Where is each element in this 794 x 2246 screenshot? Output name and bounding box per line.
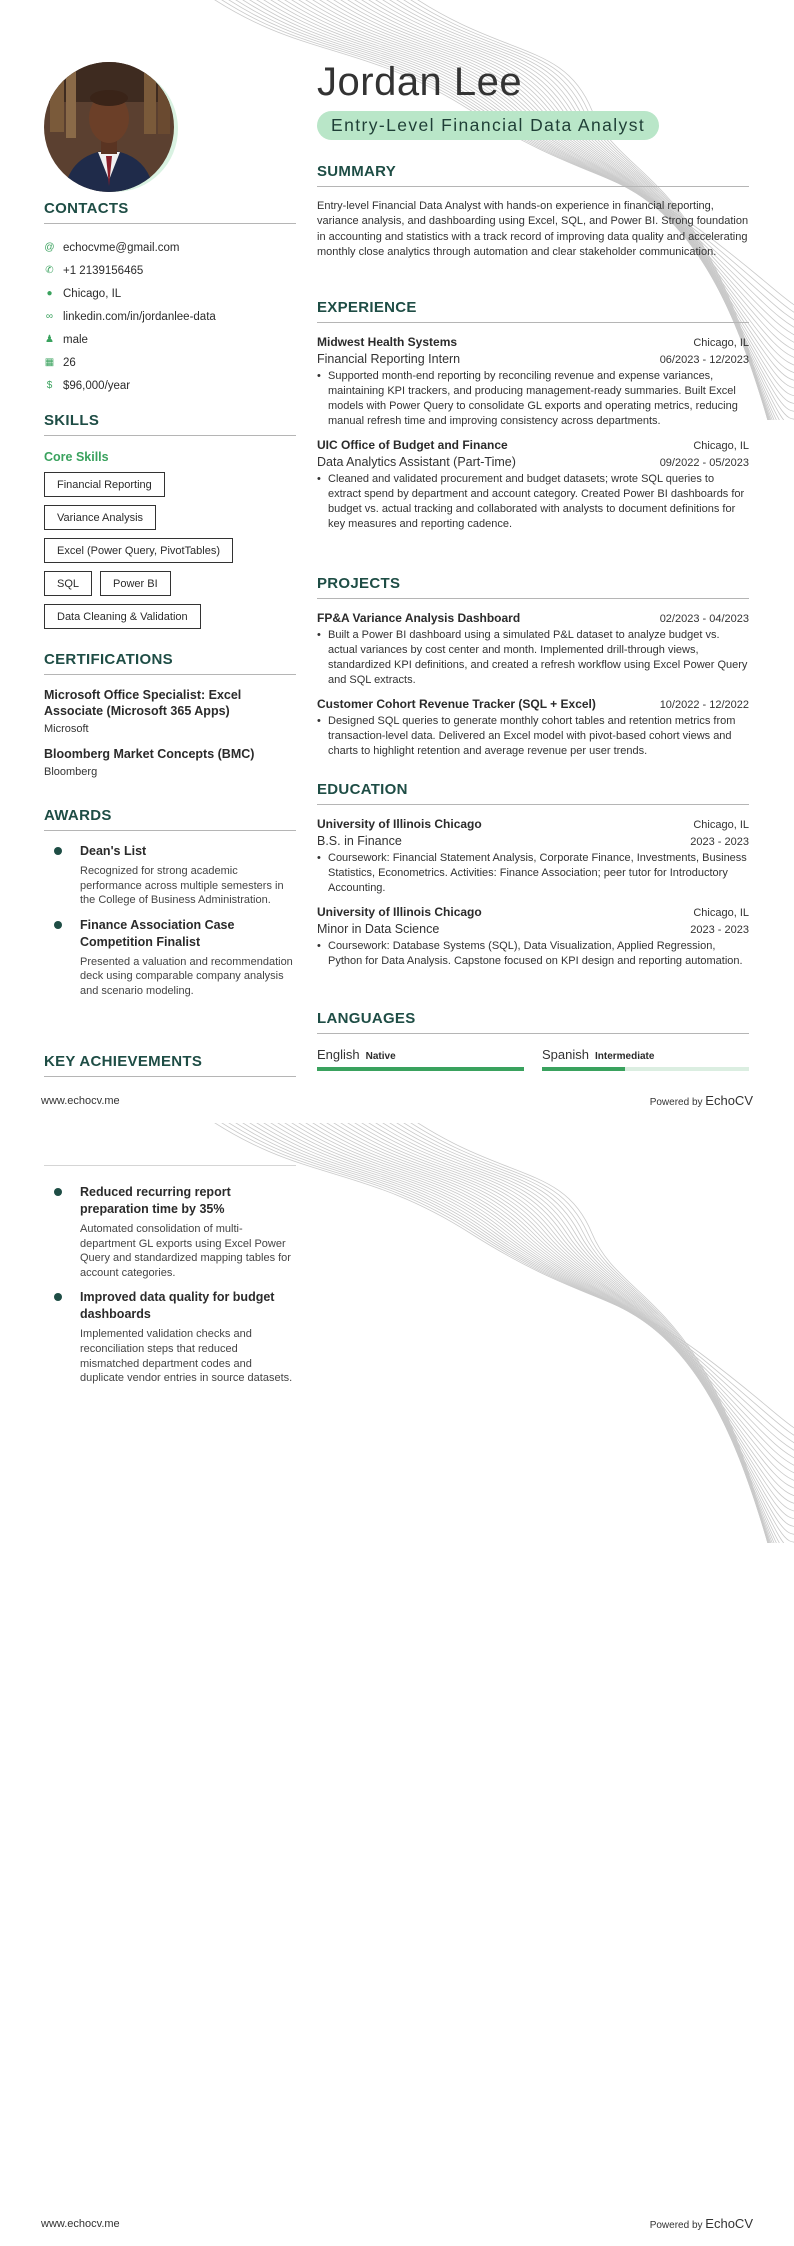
date-range: 06/2023 - 12/2023	[659, 354, 749, 366]
candidate-name: Jordan Lee	[317, 60, 523, 104]
wave-line	[270, 1123, 794, 1513]
experience-heading: EXPERIENCE	[317, 299, 749, 323]
experience-section	[317, 299, 749, 532]
contact-text: linkedin.com/in/jordanlee-data	[63, 310, 216, 323]
page-footer	[41, 2216, 753, 2234]
achievements-heading: KEY ACHIEVEMENTS	[44, 1053, 296, 1077]
footer-website-link[interactable]: www.echocv.me	[41, 1095, 120, 1107]
bullet-dot-icon	[54, 1188, 62, 1196]
wave-line	[305, 1123, 794, 1543]
wave-line	[235, 1123, 794, 1478]
wave-line	[375, 1123, 794, 1543]
job-role: Data Analytics Assistant (Part-Time)	[317, 455, 516, 469]
wave-line	[396, 1123, 794, 1543]
experience-item	[317, 438, 749, 532]
achievement-item	[44, 1184, 296, 1280]
project-item	[317, 611, 749, 688]
contact-text: $96,000/year	[63, 379, 131, 392]
contacts-heading: CONTACTS	[44, 200, 296, 224]
contact-location	[44, 282, 296, 305]
skill-tag: Data Cleaning & Validation	[44, 604, 201, 629]
skill-tag: Variance Analysis	[44, 505, 156, 530]
language-proficiency-bar	[542, 1067, 749, 1071]
wave-line	[312, 1123, 794, 1543]
skills-section	[44, 412, 296, 629]
skill-tag: Excel (Power Query, PivotTables)	[44, 538, 233, 563]
wave-line	[382, 1123, 794, 1543]
achievement-description: Implemented validation checks and reconciliation steps that reduced mismatched department codes and duplicate vendor entries in source datasets.	[80, 1328, 293, 1385]
language-proficiency-fill	[542, 1067, 625, 1071]
wave-line	[214, 1123, 794, 1457]
project-name: Customer Cohort Revenue Tracker (SQL + Excel)	[317, 697, 596, 711]
calendar-icon: ▦	[44, 357, 55, 368]
contacts-section	[44, 200, 296, 397]
languages-heading: LANGUAGES	[317, 1010, 749, 1034]
footer-website-link[interactable]: www.echocv.me	[41, 2218, 120, 2230]
language-name: Spanish	[542, 1047, 589, 1062]
skill-tag: SQL	[44, 571, 92, 596]
contact-text: male	[63, 333, 88, 346]
contact-text: echocvme@gmail.com	[63, 241, 180, 254]
language-item	[317, 1046, 524, 1071]
powered-by	[650, 2216, 753, 2231]
wave-line	[249, 1123, 794, 1492]
employer-name: UIC Office of Budget and Finance	[317, 438, 508, 452]
wave-line	[333, 1123, 794, 1543]
languages-section	[317, 1010, 749, 1071]
education-section	[317, 781, 749, 969]
brand-name: EchoCV	[705, 1093, 753, 1108]
wave-line	[228, 1123, 794, 1471]
contact-gender	[44, 328, 296, 351]
skill-tag: Financial Reporting	[44, 472, 165, 497]
core-skills-heading: Core Skills	[44, 450, 109, 464]
wave-line	[263, 1123, 794, 1506]
date-range: 09/2022 - 05/2023	[659, 457, 749, 469]
awards-heading: AWARDS	[44, 807, 296, 831]
school-name: University of Illinois Chicago	[317, 905, 482, 919]
award-item	[44, 917, 296, 999]
achievements-continued	[44, 1165, 296, 1386]
bullet-dot-icon	[54, 847, 62, 855]
certification-name: Bloomberg Market Concepts (BMC)	[44, 747, 255, 761]
education-bullet: • Coursework: Database Systems (SQL), Data Visualization, Applied Regression, Python for Data Analysis. Capstone focused on KPI design and reporting automation.	[317, 939, 749, 969]
award-description: Presented a valuation and recommendation deck using comparable company analysis and scenario modeling.	[80, 955, 293, 997]
wave-line	[347, 1123, 794, 1543]
contact-text: +1 2139156465	[63, 264, 144, 277]
wave-line	[256, 1123, 794, 1499]
phone-icon: ✆	[45, 265, 54, 276]
date-range: 2023 - 2023	[690, 924, 749, 936]
certification-issuer: Bloomberg	[44, 766, 98, 778]
achievement-title: Improved data quality for budget dashboards	[80, 1290, 275, 1322]
experience-item	[317, 335, 749, 429]
language-item	[542, 1046, 749, 1071]
job-title-badge: Entry-Level Financial Data Analyst	[317, 111, 659, 140]
achievement-item	[44, 1289, 296, 1385]
projects-heading: PROJECTS	[317, 575, 749, 599]
wave-line	[221, 1123, 794, 1464]
date-range: 2023 - 2023	[690, 836, 749, 848]
project-bullet: • Designed SQL queries to generate monthly cohort tables and retention metrics from transaction-level data. Delivered an Excel model with pivot-based cohort views and charts to highlight retention and average revenue per user trends.	[317, 714, 749, 759]
employer-location: Chicago, IL	[693, 440, 749, 452]
language-level: Intermediate	[594, 1051, 655, 1062]
brand-name: EchoCV	[705, 2216, 753, 2231]
wave-line	[368, 1123, 794, 1543]
summary-section	[317, 163, 749, 261]
award-description: Recognized for strong academic performance across multiple semesters in the College of Business Administration.	[80, 865, 284, 907]
certification-issuer: Microsoft	[44, 723, 89, 735]
wave-line	[242, 1123, 794, 1485]
wave-line	[403, 1123, 794, 1543]
contact-text: Chicago, IL	[63, 287, 122, 300]
location-icon: ●	[46, 288, 53, 299]
employer-location: Chicago, IL	[693, 337, 749, 349]
experience-bullet: • Supported month-end reporting by reconciling revenue and expense variances, maintaining KPI trackers, and producing management-ready summaries. Built Excel models with Power Query to consolidate GL exports and operating metrics, reducing manual refresh time and improving consistency across departments.	[317, 369, 749, 429]
bullet-dot-icon	[54, 921, 62, 929]
project-name: FP&A Variance Analysis Dashboard	[317, 611, 521, 625]
contact-email[interactable]	[44, 236, 296, 259]
award-title: Dean's List	[80, 844, 147, 858]
language-name: English	[317, 1047, 360, 1062]
education-item	[317, 817, 749, 896]
summary-heading: SUMMARY	[317, 163, 749, 187]
certifications-section	[44, 651, 296, 778]
language-proficiency-bar	[317, 1067, 524, 1071]
summary-text: Entry-level Financial Data Analyst with hands-on experience in financial reporting, variance analysis, and dashboarding using Excel, SQL, and Power BI. Strong foundation in accounting and statistics with a track record of improving data quality and accelerating monthly close analytics through automation and clear stakeholder communication.	[317, 200, 749, 259]
powered-by-label: Powered by	[649, 2220, 703, 2231]
language-proficiency-fill	[317, 1067, 524, 1071]
project-item	[317, 697, 749, 759]
language-level: Native	[365, 1051, 396, 1062]
person-icon: ♟	[45, 334, 54, 345]
wave-line	[277, 1123, 794, 1520]
contact-phone[interactable]	[44, 259, 296, 282]
school-location: Chicago, IL	[693, 819, 749, 831]
education-bullet: • Coursework: Financial Statement Analysis, Corporate Finance, Investments, Business Statistics, Econometrics. Activities: Finance Association; peer tutor for Introductory Accounting.	[317, 851, 749, 896]
link-icon: ∞	[45, 311, 54, 322]
wave-line	[291, 1123, 794, 1534]
job-role: Financial Reporting Intern	[317, 352, 461, 366]
email-icon: @	[44, 242, 55, 253]
school-location: Chicago, IL	[693, 907, 749, 919]
bullet-dot-icon	[54, 1293, 62, 1301]
employer-name: Midwest Health Systems	[317, 335, 458, 349]
wave-line	[319, 1123, 794, 1543]
certification-item	[44, 746, 296, 778]
experience-bullet: • Cleaned and validated procurement and budget datasets; wrote SQL queries to extract spend by department and account category. Created Power BI dashboards for budget vs. actual tracking and collaborated with analysts to document definitions for key measures and reporting cadence.	[317, 472, 749, 532]
school-name: University of Illinois Chicago	[317, 817, 482, 831]
wave-line	[361, 1123, 794, 1543]
certification-name: Microsoft Office Specialist: Excel Associate (Microsoft 365 Apps)	[44, 688, 242, 718]
award-item	[44, 843, 296, 908]
wave-line	[284, 1123, 794, 1527]
achievement-description: Automated consolidation of multi-department GL exports using Excel Power Query and standardized mapping tables for account categories.	[80, 1223, 291, 1279]
awards-section	[44, 807, 296, 999]
date-range: 02/2023 - 04/2023	[659, 613, 749, 625]
wave-line	[389, 1123, 794, 1543]
avatar	[44, 62, 174, 192]
resume-page-2	[0, 1123, 794, 2246]
powered-by-label: Powered by	[649, 1097, 703, 1108]
wave-line	[340, 1123, 794, 1543]
award-title: Finance Association Case Competition Finalist	[80, 917, 235, 949]
powered-by	[650, 1093, 753, 1108]
page-footer	[41, 1093, 753, 1111]
education-heading: EDUCATION	[317, 781, 749, 805]
wave-line	[298, 1123, 794, 1541]
contact-linkedin[interactable]	[44, 305, 296, 328]
project-bullet: • Built a Power BI dashboard using a simulated P&L dataset to analyze budget vs. actual variances by cost center and month. Implemented drill-through views, standardized KPI definitions, and created a refresh workflow using Excel Power Query and SQL extracts.	[317, 628, 749, 688]
wave-line	[326, 1123, 794, 1543]
dollar-icon: $	[46, 380, 53, 391]
skills-heading: SKILLS	[44, 412, 296, 436]
degree-name: B.S. in Finance	[317, 834, 402, 848]
contact-age	[44, 351, 296, 374]
certifications-heading: CERTIFICATIONS	[44, 651, 296, 675]
wave-line	[354, 1123, 794, 1543]
skill-tag: Power BI	[100, 571, 171, 596]
projects-section	[317, 575, 749, 759]
achievement-title: Reduced recurring report preparation time by 35%	[80, 1185, 231, 1216]
achievements-section	[44, 1053, 296, 1077]
date-range: 10/2022 - 12/2022	[659, 699, 749, 711]
education-item	[317, 905, 749, 969]
contact-text: 26	[63, 356, 76, 369]
degree-name: Minor in Data Science	[317, 922, 440, 936]
certification-item	[44, 687, 296, 735]
contact-salary	[44, 374, 296, 397]
